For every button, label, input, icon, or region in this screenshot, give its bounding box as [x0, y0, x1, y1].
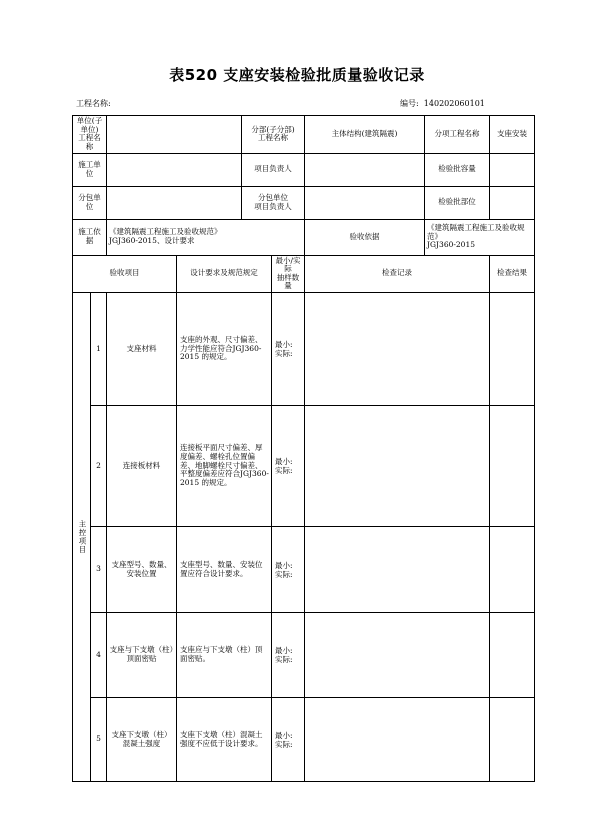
sample-min-label: 最小:: [275, 730, 293, 740]
unit-label: 单位(子单位) 工程名称: [73, 116, 107, 154]
table-row: [73, 698, 535, 782]
division-value: 主体结构(建筑隔震): [305, 116, 425, 154]
item-requirement: 支座应与下支墩（柱）顶面密贴。: [177, 613, 272, 698]
item-requirement: 连接板平面尺寸偏差、厚度偏差、螺栓孔位置偏差、地脚螺栓尺寸偏差、平整度偏差应符合JGJ360-2015 的规定。: [177, 406, 272, 527]
construction-basis-value: 《建筑隔震工程施工及验收规范》 JGJ360-2015、设计要求: [107, 219, 305, 255]
header-row-unit: [73, 116, 535, 154]
item-sample: [272, 698, 305, 782]
header-row-contractor: [73, 153, 535, 186]
column-sample: 最小/实际 抽样数量: [272, 255, 305, 293]
header-row-basis: [73, 219, 535, 255]
contractor-label: 施工单位: [73, 153, 107, 186]
column-item: 验收项目: [73, 255, 177, 293]
table-row: [73, 527, 535, 613]
item-requirement: 支座下支墩（柱）混凝土强度不应低于设计要求。: [177, 698, 272, 782]
item-result-cell: [490, 613, 535, 698]
sample-min-label: 最小:: [275, 340, 293, 349]
item-name: 支座型号、数量、安装位置: [107, 527, 177, 613]
item-no: 3: [91, 527, 107, 613]
acceptance-basis-value: 《建筑隔震工程施工及验收规范》 JGJ360-2015: [425, 219, 535, 255]
contractor-value-cell: [107, 153, 242, 186]
item-record-cell: [305, 527, 490, 613]
division-label: 分部(子分部) 工程名称: [242, 116, 305, 154]
page-title: 表520 支座安装检验批质量验收记录: [169, 66, 425, 84]
sample-min-label: 最小:: [275, 560, 293, 570]
item-name: 支座与下支墩（柱）顶面密贴: [107, 613, 177, 698]
item-result-cell: [490, 698, 535, 782]
item-sample: [272, 613, 305, 698]
unit-value-cell: [107, 116, 242, 154]
item-name: 连接板材料: [107, 406, 177, 527]
item-name: 支座材料: [107, 293, 177, 406]
item-sample: [272, 527, 305, 613]
serial-value: 140202060101: [423, 99, 485, 108]
item-name: 支座下支墩（柱）混凝土强度: [107, 698, 177, 782]
subitem-value: 支座安装: [490, 116, 535, 154]
item-no: 5: [91, 698, 107, 782]
column-record: 检查记录: [305, 255, 490, 293]
item-result-cell: [490, 527, 535, 613]
sample-actual-label: 实际:: [275, 466, 293, 475]
group-label: 主控项目: [77, 520, 87, 554]
pm-value-cell: [305, 153, 425, 186]
header-row-subcontractor: [73, 186, 535, 219]
capacity-label: 检验批容量: [425, 153, 490, 186]
group-label-cell: [73, 293, 91, 782]
project-name-label: 工程名称:: [76, 99, 111, 108]
serial-label: 编号:: [400, 99, 419, 108]
item-no: 1: [91, 293, 107, 406]
sample-actual-label: 实际:: [275, 655, 293, 664]
subcontractor-value-cell: [107, 186, 242, 219]
column-header-row: [73, 255, 535, 293]
sub-pm-value-cell: [305, 186, 425, 219]
sample-min-label: 最小:: [275, 457, 293, 466]
item-result-cell: [490, 406, 535, 527]
sample-actual-label: 实际:: [275, 349, 293, 358]
item-record-cell: [305, 293, 490, 406]
item-requirement: 支座的外观、尺寸偏差、力学性能应符合JGJ360-2015 的规定。: [177, 293, 272, 406]
subcontractor-label: 分包单位: [73, 186, 107, 219]
sample-actual-label: 实际:: [275, 569, 293, 579]
subitem-label: 分项工程名称: [425, 116, 490, 154]
table-row: [73, 293, 535, 406]
sub-pm-label: 分包单位 项目负责人: [242, 186, 305, 219]
acceptance-basis-label: 验收依据: [305, 219, 425, 255]
item-record-cell: [305, 613, 490, 698]
acceptance-record-table: [72, 115, 535, 782]
item-result-cell: [490, 293, 535, 406]
table-row: [73, 613, 535, 698]
serial-number: [400, 98, 485, 109]
batch-location-label: 检验批部位: [425, 186, 490, 219]
sample-min-label: 最小:: [275, 646, 293, 655]
construction-basis-label: 施工依据: [73, 219, 107, 255]
item-requirement: 支座型号、数量、安装位置应符合设计要求。: [177, 527, 272, 613]
pm-label: 项目负责人: [242, 153, 305, 186]
item-record-cell: [305, 698, 490, 782]
column-result: 检查结果: [490, 255, 535, 293]
item-record-cell: [305, 406, 490, 527]
item-sample: [272, 406, 305, 527]
item-sample: [272, 293, 305, 406]
table-row: [73, 406, 535, 527]
column-requirement: 设计要求及规范规定: [177, 255, 272, 293]
sample-actual-label: 实际:: [275, 739, 293, 749]
batch-location-value-cell: [490, 186, 535, 219]
item-no: 2: [91, 406, 107, 527]
item-no: 4: [91, 613, 107, 698]
capacity-value-cell: [490, 153, 535, 186]
